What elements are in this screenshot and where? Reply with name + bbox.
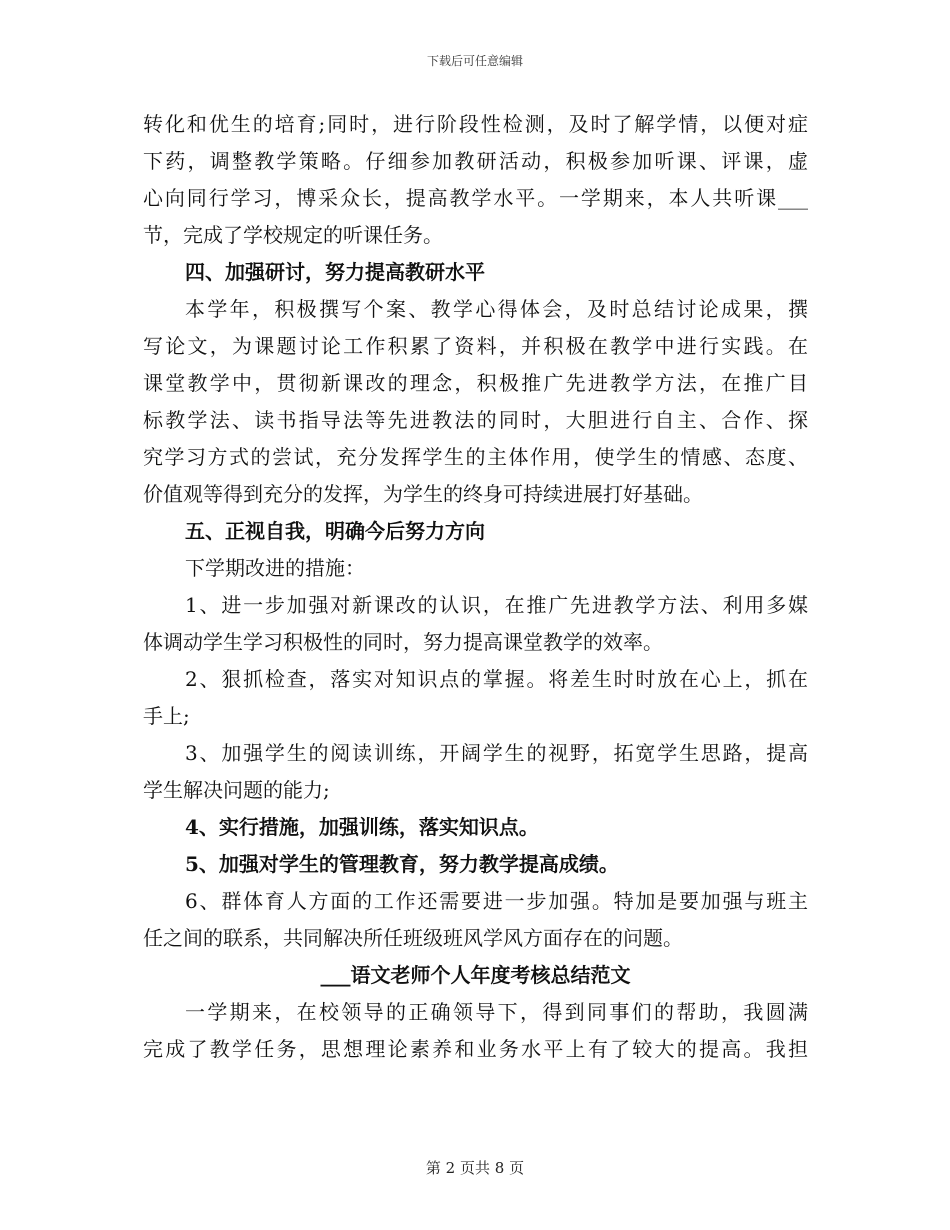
text-line: 节，完成了学校规定的听课任务。: [143, 223, 443, 247]
text-line: 课堂教学中，贯彻新课改的理念，积极推广先进教学方法，在推广目: [143, 371, 808, 395]
text-line: 标教学法、读书指导法等先进教法的同时，大胆进行自主、合作、探: [143, 408, 808, 432]
text-line: 心向同行学习，博采众长，提高教学水平。一学期来，本人共听课___: [143, 186, 808, 210]
text-line: 5、加强对学生的管理教育，努力教学提高成绩。: [185, 852, 619, 876]
text-line: 究学习方式的尝试，充分发挥学生的主体作用，使学生的情感、态度、: [143, 445, 808, 469]
text-line: 下学期改进的措施：: [185, 556, 365, 580]
text-line: 价值观等得到充分的发挥，为学生的终身可持续进展打好基础。: [143, 482, 703, 506]
text-line: 一学期来，在校领导的正确领导下，得到同事们的帮助，我圆满: [185, 1000, 808, 1024]
text-line: 4、实行措施，加强训练，落实知识点。: [185, 815, 539, 839]
text-line: 下药，调整教学策略。仔细参加教研活动，积极参加听课、评课，虚: [143, 149, 808, 173]
text-line: 6、群体育人方面的工作还需要进一步加强。特加是要加强与班主: [185, 889, 808, 913]
text-line: 1、进一步加强对新课改的认识，在推广先进教学方法、利用多媒: [185, 593, 808, 617]
text-line: 体调动学生学习积极性的同时，努力提高课堂教学的效率。: [143, 630, 663, 654]
text-line: 手上;: [143, 704, 190, 728]
text-line: ___语文老师个人年度考核总结范文: [320, 963, 631, 987]
text-line: 写论文，为课题讨论工作积累了资料，并积极在教学中进行实践。在: [143, 334, 808, 358]
text-line: 转化和优生的培育;同时，进行阶段性检测，及时了解学情，以便对症: [143, 112, 808, 136]
page-header: 下载后可任意编辑: [426, 54, 523, 68]
text-line: 3、加强学生的阅读训练，开阔学生的视野，拓宽学生思路，提高: [185, 741, 808, 765]
text-line: 2、狠抓检查，落实对知识点的掌握。将差生时时放在心上，抓在: [185, 667, 808, 691]
document-body: [143, 106, 808, 1068]
text-line: 完成了教学任务，思想理论素养和业务水平上有了较大的提高。我担: [143, 1037, 808, 1061]
text-line: 任之间的联系，共同解决所任班级班风学风方面存在的问题。: [143, 926, 683, 950]
text-line: 本学年，积极撰写个案、教学心得体会，及时总结讨论成果，撰: [185, 297, 808, 321]
text-line: 四、加强研讨，努力提高教研水平: [185, 260, 485, 284]
text-line: 五、正视自我，明确今后努力方向: [185, 519, 485, 543]
text-line: 学生解决问题的能力;: [143, 778, 330, 802]
page-footer: 第 2 页共 8 页: [425, 1159, 525, 1177]
